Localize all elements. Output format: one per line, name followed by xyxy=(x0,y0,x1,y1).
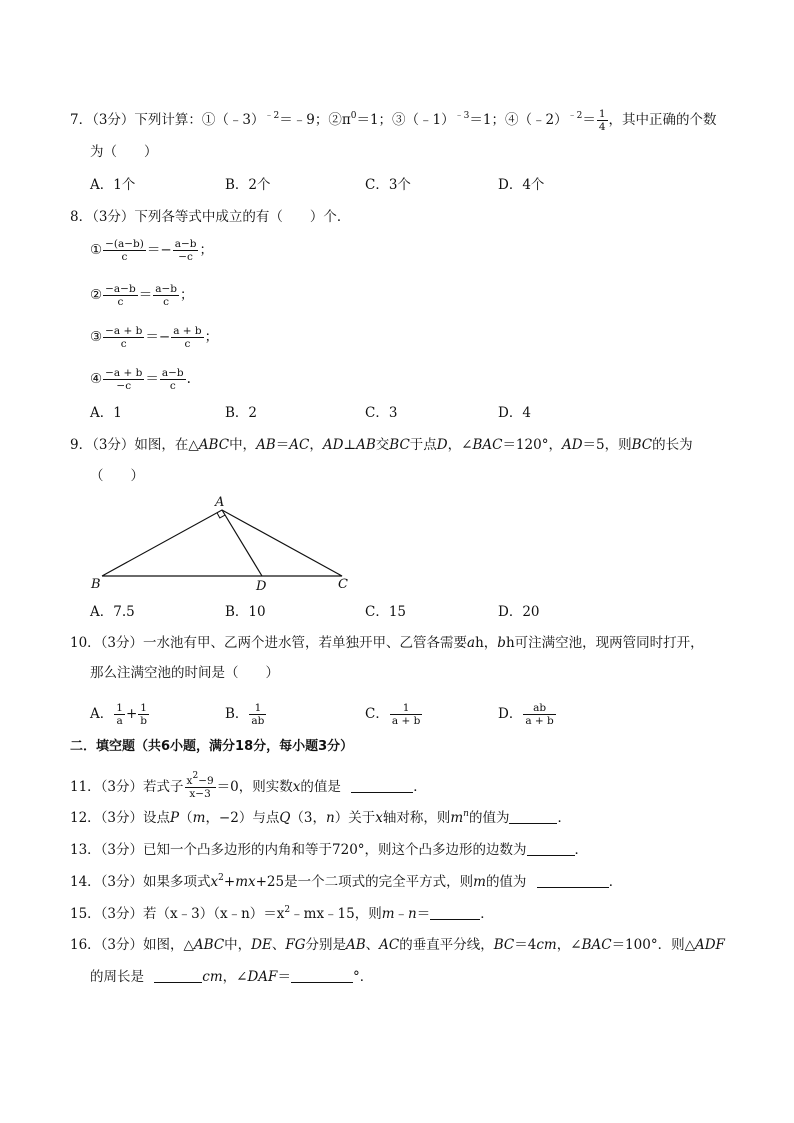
q11-fraction: $\frac{x^2-9}{x-3}$ xyxy=(186,771,214,800)
q8-equation-3: ③ $\frac{-a + b}{c}$ ＝− $\frac{a + b}{c}$ ； xyxy=(90,325,219,350)
q12-answer-blank[interactable] xyxy=(509,809,557,824)
q8-stem: 8．（3分）下列各等式中成立的有（ ）个． xyxy=(70,209,351,225)
label-c: C xyxy=(338,577,348,592)
q16-answer-blank-perimeter[interactable] xyxy=(154,968,202,983)
q9-stem: 9．（3分）如图，在△ABC中，AB＝AC，AD⊥AB交BC于点D，∠BAC＝120°，AD＝5，则BC的长为 xyxy=(70,437,693,453)
q8-option-a[interactable]: A．1 xyxy=(90,405,122,421)
q8-equation-1: ① $\frac{-(a-b)}{c}$ ＝− $\frac{a-b}{-c}$ ； xyxy=(90,238,213,263)
triangle-figure xyxy=(80,490,370,595)
q7-option-c[interactable]: C．3个 xyxy=(365,177,411,193)
q8-option-b[interactable]: B．2 xyxy=(225,405,258,421)
q10-stem-line2: 那么注满空池的时间是（ ） xyxy=(90,665,279,681)
q7-stem: 7．（3分）下列计算：①（﹣3）$^{﹣2}$＝﹣9；$②\pi^0=1$；③（﹣1）$^{﹣3}$＝1；④（﹣2）$^{﹣2}$＝ $\frac{1}{4}$ ，其中正确的个数 xyxy=(70,108,717,133)
q10-option-b[interactable]: B． $\frac{1}{ab}$ xyxy=(225,702,265,727)
q7-option-a[interactable]: A．1个 xyxy=(90,177,136,193)
q16-stem: 16．（3分）如图，△ABC中，DE、FG分别是AB、AC的垂直平分线，BC＝4cm，∠BAC＝100°．则△ADF xyxy=(70,937,725,953)
q10-options xyxy=(90,702,730,727)
q7-option-b[interactable]: B．2个 xyxy=(225,177,271,193)
q14-stem: 14．（3分）如果多项式$x^2+mx+25$是一个二项式的完全平方式，则m的值为 ． xyxy=(70,873,623,890)
q9-option-b[interactable]: B．10 xyxy=(225,604,266,620)
q16-answer-blank-angle[interactable] xyxy=(291,968,353,983)
q9-option-a[interactable]: A．7.5 xyxy=(90,604,135,620)
label-b: B xyxy=(91,577,101,592)
q8-option-d[interactable]: D．4 xyxy=(498,405,531,421)
q7-option-d[interactable]: D．4个 xyxy=(498,177,545,193)
q10-option-c[interactable]: C． $\frac{1}{a + b}$ xyxy=(365,702,421,727)
q16-stem-line2: 的周长是 cm，∠DAF＝ °． xyxy=(90,969,374,985)
q13-stem: 13．（3分）已知一个凸多边形的内角和等于720°，则这个凸多边形的边数为 ． xyxy=(70,842,589,858)
label-d: D xyxy=(256,579,267,594)
q11-stem: 11．（3分）若式子 $\frac{x^2-9}{x-3}$ ＝0，则实数x的值是 ． xyxy=(70,771,427,800)
q10-stem: 10．（3分）一水池有甲、乙两个进水管，若单独开甲、乙管各需要ah，bh可注满空池，现两管同时打开， xyxy=(70,635,704,651)
q13-answer-blank[interactable] xyxy=(527,841,575,856)
q11-answer-blank[interactable] xyxy=(351,778,413,793)
q7-stem-line2: 为（ ） xyxy=(90,144,158,160)
fraction-one-quarter: $\frac{1}{4}$ xyxy=(598,108,606,133)
q8-option-c[interactable]: C．3 xyxy=(365,405,398,421)
q10-option-d[interactable]: D． $\frac{ab}{a + b}$ xyxy=(498,702,554,727)
q15-answer-blank[interactable] xyxy=(430,905,480,920)
q8-equation-4: ④ $\frac{-a + b}{-c}$ ＝ $\frac{a-b}{c}$ . xyxy=(90,367,191,392)
q9-option-d[interactable]: D．20 xyxy=(498,604,540,620)
q7-options xyxy=(90,175,730,195)
q10-option-a[interactable]: A． $\frac{1}{a}$ + $\frac{1}{b}$ xyxy=(90,702,147,727)
label-a: A xyxy=(215,495,225,510)
q9-option-c[interactable]: C．15 xyxy=(365,604,407,620)
q9-stem-line2: （ ） xyxy=(90,468,144,484)
q12-stem: 12．（3分）设点P（m，−2）与点Q（3，n）关于x轴对称，则$m^n$的值为 ． xyxy=(70,809,571,826)
segment-ad xyxy=(222,510,262,576)
triangle-outline xyxy=(102,510,342,576)
q8-options xyxy=(90,403,730,423)
q8-equation-2: ② $\frac{-a-b}{c}$ ＝ $\frac{a-b}{c}$ ； xyxy=(90,283,194,308)
q15-stem: 15．（3分）若$(x﹣3)(x﹣n)=x^2﹣mx﹣15$，则m﹣n＝ ． xyxy=(70,905,494,922)
q14-answer-blank[interactable] xyxy=(537,873,609,888)
q9-options xyxy=(90,602,730,622)
section-heading-fill-in: 二．填空题（共6小题，满分18分，每小题3分） xyxy=(70,739,354,754)
